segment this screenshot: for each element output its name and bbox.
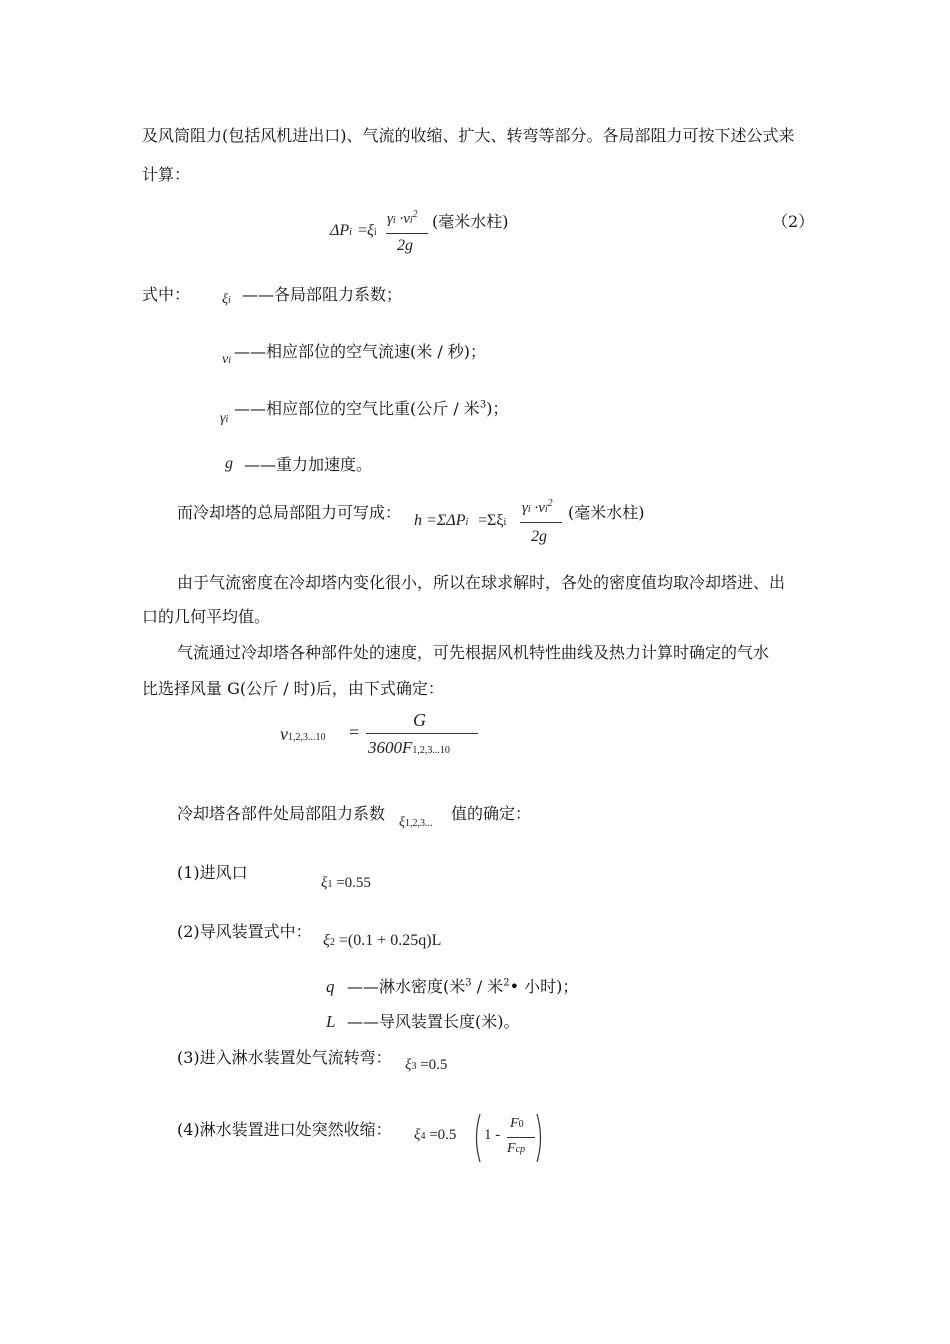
- math-subscript: 3: [411, 1061, 417, 1072]
- math-text: 2g: [531, 528, 547, 545]
- math-text: F: [510, 1116, 519, 1131]
- math-text: G: [413, 710, 426, 730]
- math-text: ·v: [399, 211, 410, 227]
- definition-text: ——淋水密度(米: [347, 977, 466, 996]
- math-text: =(0.1 + 0.25q)L: [338, 932, 442, 949]
- math-text: γ: [220, 411, 226, 426]
- paragraph-line: 气流通过冷却塔各种部件处的速度，可先根据风机特性曲线及热力计算时确定的气水: [177, 643, 770, 662]
- math-subscript: i: [409, 215, 413, 226]
- math-subscript: 1,2,3...10: [288, 732, 326, 743]
- math-text: F: [507, 1141, 516, 1156]
- paragraph-line: 冷却塔各部件处局部阻力系数: [177, 804, 386, 823]
- math-subscript: i: [225, 414, 229, 425]
- paragraph-line: 及风筒阻力(包括风机进出口)、气流的收缩、扩大、转弯等部分。各局部阻力可按下述公式来: [142, 126, 795, 145]
- math-subscript: i: [503, 517, 507, 528]
- math-text: =0.55: [336, 875, 371, 891]
- math-subscript: i: [465, 517, 469, 528]
- math-text: v: [222, 352, 229, 367]
- definition-line: ——导风装置长度(米)。: [347, 1012, 520, 1031]
- math-text: =Σξ: [478, 512, 504, 529]
- math-text: ·v: [534, 500, 545, 516]
- fraction-bar: [520, 522, 562, 523]
- math-text: ξ: [414, 1127, 421, 1143]
- math-text: ΔP: [330, 222, 350, 239]
- math-text: ξ: [323, 932, 330, 949]
- fraction-bar: [386, 233, 428, 234]
- math-subscript: i: [392, 215, 396, 226]
- list-item: (1)进风口: [177, 863, 248, 882]
- math-text: =0.5: [429, 1127, 457, 1143]
- equation-number: （2）: [772, 212, 815, 231]
- math-text: 2g: [397, 237, 413, 254]
- math-subscript: 1,2,3...10: [412, 745, 450, 756]
- definition-line: ——相应部位的空气流速(米 / 秒)；: [234, 342, 487, 361]
- definition-line: ——各局部阻力系数；: [242, 285, 403, 304]
- paragraph-line: 计算：: [142, 165, 191, 184]
- right-paren: [534, 1112, 546, 1164]
- math-subscript: 4: [420, 1131, 426, 1142]
- math-superscript: 3: [479, 399, 487, 411]
- math-text: ξ: [405, 1057, 412, 1073]
- math-text: q: [326, 977, 335, 996]
- math-subscript: 0: [518, 1119, 524, 1130]
- list-item: (3)进入淋水装置处气流转弯：: [177, 1048, 392, 1067]
- math-text: ξ: [399, 815, 405, 830]
- list-item: (4)淋水装置进口处突然收缩：: [177, 1120, 392, 1139]
- paragraph-line: 口的几何平均值。: [142, 607, 271, 626]
- math-text: 1 -: [484, 1127, 501, 1143]
- definition-text: ——相应部位的空气比重(公斤 / 米: [234, 399, 480, 418]
- math-subscript: 1,2,3...: [405, 818, 433, 829]
- math-superscript: 2: [412, 209, 418, 220]
- definition-text: )；: [486, 399, 509, 418]
- math-text: ξ: [222, 292, 228, 307]
- math-text: 3600F: [368, 738, 413, 757]
- math-superscript: 2: [547, 498, 553, 509]
- left-paren: [471, 1112, 483, 1164]
- definition-line: [347, 977, 578, 997]
- list-item: (2)导风装置式中：: [177, 922, 312, 941]
- where-label: 式中：: [142, 285, 191, 304]
- math-subscript: cp: [515, 1144, 526, 1155]
- unit-label: (毫米水柱): [568, 503, 645, 522]
- math-subscript: 2: [329, 937, 335, 948]
- fraction-bar: [366, 733, 478, 734]
- math-text: ξ: [367, 222, 374, 239]
- paragraph-line: 比选择风量 G(公斤 / 时)后，由下式确定：: [142, 679, 444, 698]
- math-text: v: [280, 724, 288, 744]
- math-subscript: i: [349, 227, 352, 238]
- math-text: =0.5: [420, 1057, 448, 1073]
- math-text: L: [326, 1012, 336, 1031]
- math-text: ξ: [321, 875, 328, 891]
- paragraph-line: 由于气流密度在冷却塔内变化很小，所以在球求解时，各处的密度值均取冷却塔进、出: [177, 573, 786, 592]
- math-text: g: [225, 455, 233, 472]
- paragraph-line: 值的确定：: [451, 804, 532, 823]
- math-subscript: i: [228, 295, 231, 306]
- math-text: γ: [387, 211, 393, 227]
- definition-text: / 米: [471, 977, 504, 996]
- fraction-bar: [507, 1137, 535, 1138]
- math-subscript: 1: [327, 879, 333, 890]
- definition-text: • 小时)；: [509, 977, 579, 996]
- unit-label: (毫米水柱): [432, 212, 509, 231]
- definition-line: ——重力加速度。: [244, 455, 373, 474]
- paragraph-line: 而冷却塔的总局部阻力可写成：: [177, 503, 402, 522]
- math-text: γ: [522, 500, 528, 516]
- math-superscript: 3: [465, 977, 472, 989]
- math-subscript: i: [373, 227, 377, 238]
- math-subscript: i: [544, 504, 548, 515]
- math-superscript: 2: [503, 977, 510, 989]
- math-subscript: i: [527, 504, 531, 515]
- math-text: h =ΣΔP: [414, 512, 466, 529]
- definition-line: [234, 399, 508, 419]
- math-text: =: [358, 222, 368, 239]
- math-subscript: i: [228, 355, 231, 366]
- math-text: =: [349, 722, 360, 742]
